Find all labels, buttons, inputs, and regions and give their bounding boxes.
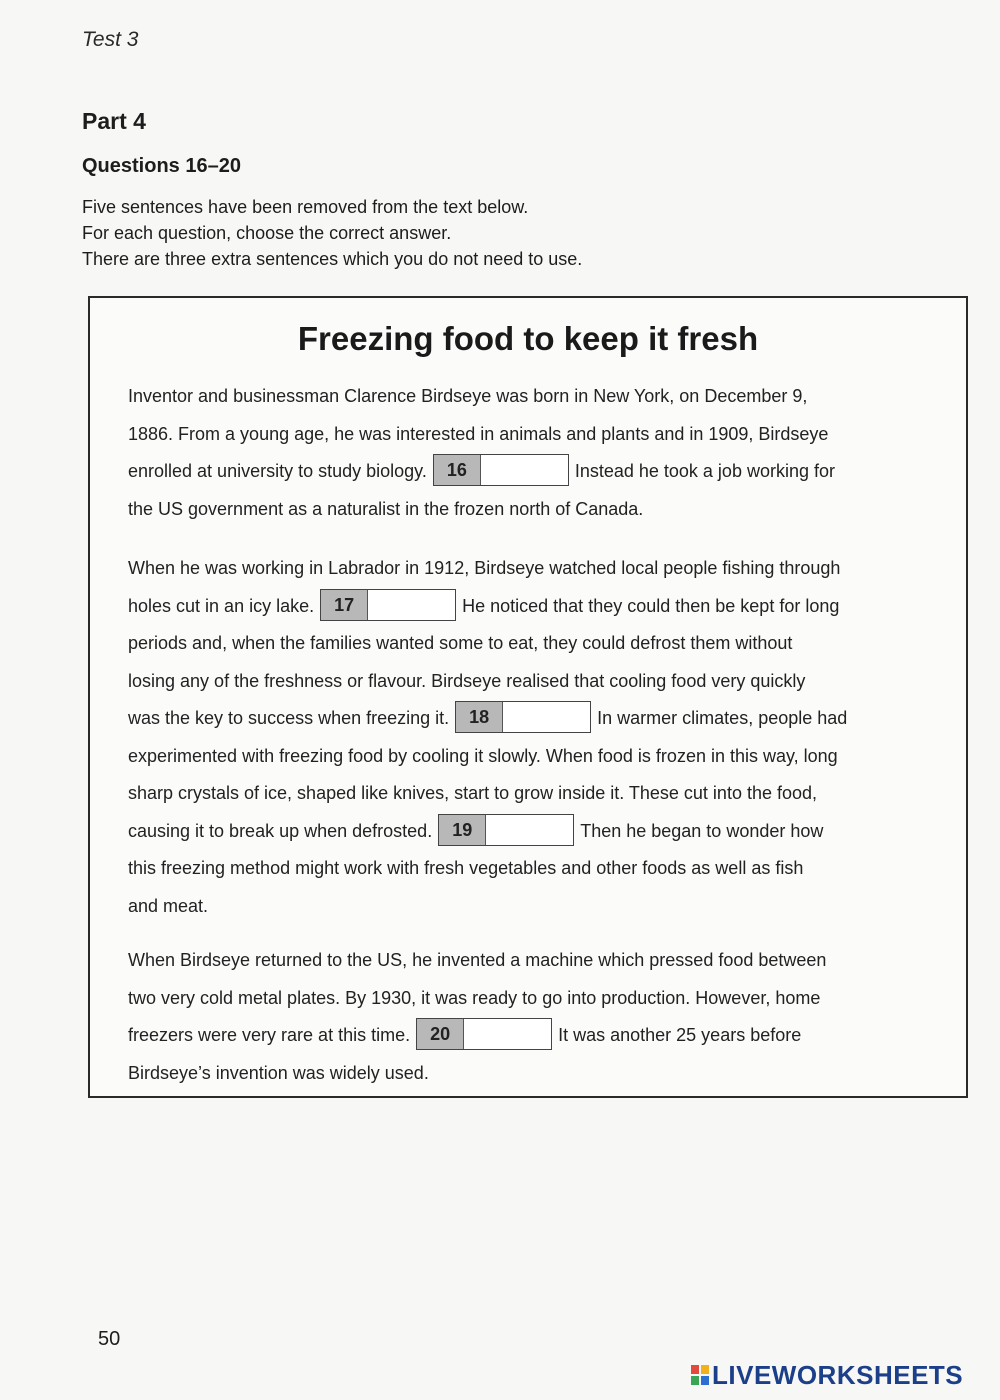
text-segment: freezers were very rare at this time. — [128, 1025, 411, 1045]
text-segment: It was another 25 years before — [558, 1025, 802, 1045]
page-number: 50 — [98, 1328, 121, 1350]
text-line: Birdseye’s invention was widely used. — [128, 1062, 429, 1083]
answer-gap-18[interactable] — [455, 701, 591, 733]
answer-gap-17[interactable] — [320, 589, 456, 621]
instructions — [82, 194, 582, 272]
gap-number: 16 — [434, 455, 481, 485]
text-line: When he was working in Labrador in 1912, Birdseye watched local people fishing through — [128, 558, 841, 578]
text-line: experimented with freezing food by cooling it slowly. When food is frozen in this way, long — [128, 745, 838, 766]
text-line: two very cold metal plates. By 1930, it was ready to go into production. However, home — [128, 987, 821, 1008]
brand-text: LIVEWORKSHEETS — [712, 1360, 964, 1390]
text-segment: In warmer climates, people had — [597, 708, 848, 728]
text-line: Inventor and businessman Clarence Birdseye was born in New York, on December 9, — [128, 386, 808, 406]
text-line: and meat. — [128, 895, 209, 916]
text-line: losing any of the freshness or flavour. Birdseye realised that cooling food very quickly — [128, 670, 806, 691]
text-line — [128, 1017, 950, 1055]
answer-gap-20[interactable] — [416, 1018, 552, 1050]
part-title: Part 4 — [82, 108, 146, 134]
text-line — [128, 588, 950, 626]
text-line: the US government as a naturalist in the frozen north of Canada. — [128, 498, 644, 519]
gap-number: 20 — [417, 1019, 464, 1049]
text-line — [128, 700, 950, 738]
liveworksheets-logo-icon — [690, 1363, 710, 1387]
instruction-line: Five sentences have been removed from the text below. — [82, 197, 529, 217]
text-segment: Instead he took a job working for — [574, 461, 835, 481]
text-line — [128, 813, 950, 851]
text-line: periods and, when the families wanted some to eat, they could defrost them without — [128, 633, 793, 653]
paragraph-2 — [128, 550, 950, 925]
text-line: When Birdseye returned to the US, he invented a machine which pressed food between — [128, 950, 827, 970]
paragraph-3 — [128, 942, 950, 1092]
paragraph-1 — [128, 378, 950, 528]
text-line: this freezing method might work with fresh vegetables and other foods as well as fish — [128, 858, 804, 878]
text-line — [128, 453, 950, 491]
text-segment: was the key to success when freezing it. — [128, 708, 450, 728]
instruction-line: There are three extra sentences which you do not need to use. — [82, 249, 583, 269]
instruction-line: For each question, choose the correct answer. — [82, 223, 452, 243]
answer-gap-16[interactable] — [433, 454, 569, 486]
text-segment: Then he began to wonder how — [580, 820, 824, 841]
gap-number: 18 — [456, 702, 503, 732]
gap-number: 17 — [321, 590, 368, 620]
text-line: sharp crystals of ice, shaped like knives, start to grow inside it. These cut into the food, — [128, 783, 818, 803]
answer-gap-19[interactable] — [438, 814, 574, 846]
test-label: Test 3 — [82, 28, 139, 51]
text-line: 1886. From a young age, he was interested in animals and plants and in 1909, Birdseye — [128, 423, 829, 444]
text-segment: enrolled at university to study biology. — [128, 461, 427, 481]
text-segment: causing it to break up when defrosted. — [128, 820, 433, 841]
questions-title: Questions 16–20 — [82, 155, 241, 177]
liveworksheets-brand — [690, 1360, 963, 1391]
gap-number: 19 — [439, 815, 486, 845]
text-segment: He noticed that they could then be kept for long — [462, 595, 840, 616]
article-box — [88, 296, 968, 1098]
text-segment: holes cut in an icy lake. — [128, 595, 315, 616]
article-title: Freezing food to keep it fresh — [297, 320, 759, 357]
